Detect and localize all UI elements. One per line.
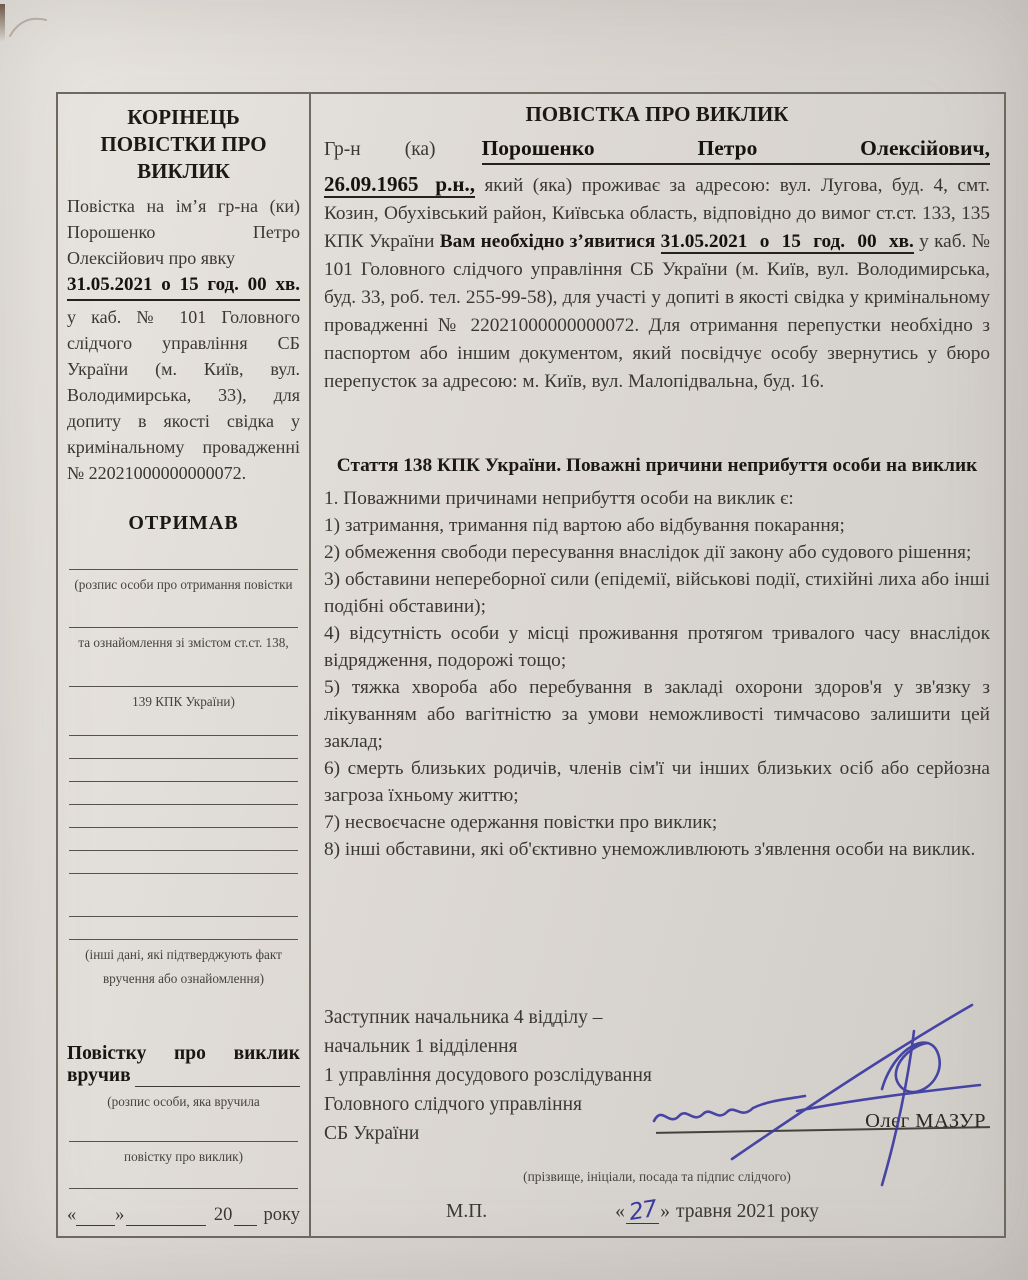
seal-and-date-row <box>324 1197 990 1228</box>
article-item: 8) інші обставини, які об'єктивно унеможливлюють з'явлення особи на виклик. <box>324 839 976 860</box>
stub-caption: (розпис особи про отримання повістки <box>74 576 293 592</box>
received-heading: ОТРИМАВ <box>128 511 239 534</box>
blank-line <box>69 782 298 805</box>
stub-caption: повістку про виклик) <box>124 1148 243 1164</box>
stub-intro-text: Повістка на ім’я гр-на (ки) Порошенко Петро Олексійович про явку <box>67 195 300 268</box>
close-quote: » <box>115 1205 125 1225</box>
officer-title-line: Головного слідчого управління <box>324 1094 583 1115</box>
signature-line <box>135 1067 300 1087</box>
name-word: Петро <box>697 136 758 160</box>
year-blank <box>234 1208 256 1226</box>
issue-date-text: травня 2021 року <box>675 1201 819 1222</box>
stub-caption: 139 КПК України) <box>132 693 235 709</box>
spacer <box>324 863 990 1003</box>
stub-caption: (розпис особи, яка вручила <box>107 1094 260 1109</box>
signature-line <box>69 1125 298 1142</box>
article-item: 6) смерть близьких родичів, членів сім'ї чи інших близьких осіб або серйозна загроза їхньому життю; <box>324 758 990 806</box>
blank-line <box>69 894 298 917</box>
summons-form-table <box>56 92 1006 1238</box>
stub-datetime: 31.05.2021 о 15 год. 00 хв. <box>67 272 300 301</box>
delivered-label-2: вручив <box>67 1065 131 1086</box>
officer-caption: (прізвище, ініціали, посада та підпис слідчого) <box>523 1169 791 1184</box>
stub-body-text: у каб. № 101 Головного слідчого управління СБ України (м. Київ, вул. Володимирська, 33), для допиту в якості свідка у кримінальному провадженні № 22021000000000072. <box>67 306 300 483</box>
officer-block <box>324 1003 990 1153</box>
open-quote: « <box>67 1205 77 1225</box>
article-item: 7) несвоєчасне одержання повістки про виклик; <box>324 812 718 833</box>
summons-body <box>324 170 990 396</box>
stub-caption: вручення або ознайомлення) <box>102 970 265 986</box>
article-item: 5) тяжка хвороба або перебування в закладі охорони здоров'я у зв'язку з лікуванням або вагітністю за умови неможливості тимчасово залишити цей заклад; <box>324 677 990 752</box>
open-quote: « <box>615 1201 625 1222</box>
must-appear-phrase: Вам необхідно з’явитися <box>439 231 656 252</box>
addressee-line <box>324 136 990 165</box>
issue-date <box>615 1197 819 1224</box>
delivered-block <box>67 1043 300 1087</box>
year-prefix: 20 <box>213 1205 233 1225</box>
officer-title-line: 1 управління досудового розслідування <box>324 1065 652 1086</box>
signature-line <box>69 670 298 687</box>
article-item: 2) обмеження свободи пересування внаслідок дії закону або судового рішення; <box>324 542 972 563</box>
stub-caption: (інші дані, які підтверджують факт <box>85 947 282 963</box>
name-word: Олексійович, <box>860 136 990 160</box>
blank-line <box>69 828 298 851</box>
salutation-female: (ка) <box>404 139 436 160</box>
photo-edge-artifact <box>0 4 5 42</box>
officer-title-line: начальник 1 відділення <box>324 1036 518 1057</box>
stub-column <box>58 94 311 1236</box>
signature-line <box>69 611 298 628</box>
article-intro: 1. Поважними причинами неприбуття особи на виклик є: <box>324 488 794 509</box>
blank-line <box>69 851 298 874</box>
blank-line <box>69 759 298 782</box>
close-quote: » <box>660 1201 670 1222</box>
addressee-name <box>482 136 990 165</box>
spacer <box>67 987 300 1043</box>
pencil-mark <box>6 6 52 46</box>
blank-line <box>69 805 298 828</box>
summons-column <box>311 94 1004 1236</box>
stub-title: КОРІНЕЦЬ ПОВІСТКИ ПРО ВИКЛИК <box>100 105 267 183</box>
salutation-male: Гр-н <box>324 139 361 160</box>
birthdate: 26.09.1965 р.н., <box>324 172 475 196</box>
article-item: 4) відсутність особи у місці проживання протягом тривалого часу внаслідок відрядження, подорожі тощо; <box>324 623 990 671</box>
seal-mark: М.П. <box>446 1201 488 1222</box>
body-text: у каб. № 101 Головного слідчого управління СБ України (м. Київ, вул. Володимирська, буд. 33, роб. тел. 255-99-58), для участі у допиті в якості свідка у кримінальному провадженні № 22021000000000072. Для отримання перепустки необхідно з паспортом або іншим документом, який посвідчує особу звернутись у бюро перепусток за адресою: м. Київ, вул. Малопідвальна, буд. 16. <box>324 231 991 392</box>
blank-gap <box>67 874 300 894</box>
blank-line <box>69 917 298 940</box>
day-blank <box>76 1208 115 1226</box>
blank-line <box>69 710 298 736</box>
article-138-heading: Стаття 138 КПК України. Поважні причини неприбуття особи на виклик <box>336 455 978 476</box>
officer-title-line: Заступник начальника 4 відділу – <box>324 1007 603 1028</box>
month-blank <box>126 1208 206 1226</box>
officer-title-line: СБ України <box>324 1123 420 1144</box>
stub-date-row <box>67 1205 300 1228</box>
appearance-datetime: 31.05.2021 о 15 год. 00 хв. <box>660 231 914 252</box>
name-word: Порошенко <box>481 136 595 160</box>
article-item: 1) затримання, тримання під вартою або відбування покарання; <box>324 515 845 536</box>
signer-name: Олег МАЗУР <box>865 1110 986 1132</box>
year-suffix: року <box>263 1205 300 1225</box>
handwritten-day-blank <box>626 1197 659 1224</box>
article-item: 3) обставини непереборної сили (епідемії, військові події, стихійні лиха або інші подібні обставини); <box>324 569 990 617</box>
body-text: який (яка) проживає за адресою: вул. Лугова, буд. 4, смт. Козин, Обухівський район, Київська область, відповідно до вимог ст.ст. 133, 135 КПК України <box>324 175 990 252</box>
signature-line <box>69 553 298 570</box>
blank-line <box>69 736 298 759</box>
stub-paragraph <box>67 193 300 486</box>
stub-caption: та ознайомлення зі змістом ст.ст. 138, <box>78 635 289 651</box>
signature-line <box>69 1177 298 1189</box>
delivered-label: Повістку про виклик <box>67 1043 300 1064</box>
handwritten-day: 27 <box>627 1196 659 1226</box>
summons-title: ПОВІСТКА ПРО ВИКЛИК <box>525 102 789 126</box>
